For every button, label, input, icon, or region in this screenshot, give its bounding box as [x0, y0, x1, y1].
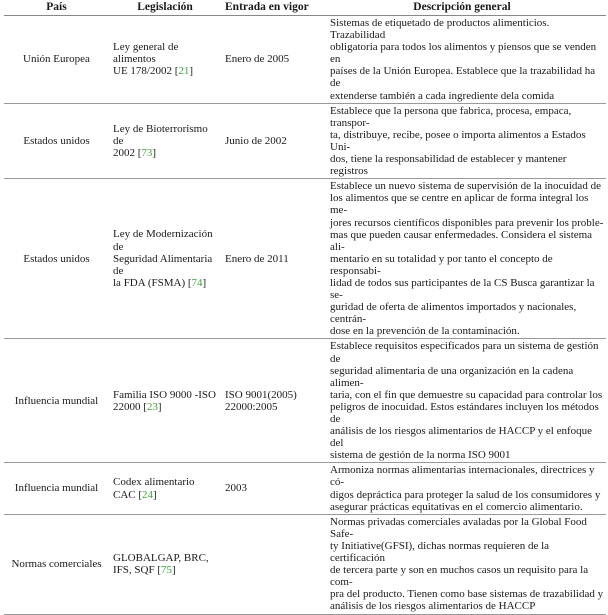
description-line: obligatoria para todos los alimentos y piensos que se venden en: [330, 41, 597, 66]
description-line: de tercera parte y son en muchos casos un requisito para la com-: [330, 564, 589, 589]
date-line: 22000:2005: [225, 400, 278, 413]
table-row: [4, 103, 606, 179]
description-line: seguridad alimentaria de una organización en la cadena alimen-: [330, 364, 574, 389]
description-line: pra del producto. Tienen como base sistemas de trazabilidad y: [330, 588, 604, 601]
cell-entrada-en-vigor: [221, 514, 318, 614]
legislation-line: Ley general de alimentos: [113, 41, 179, 66]
cell-entrada-en-vigor: [221, 339, 318, 463]
description-line: extenderse también a cada ingrediente dela comida: [330, 89, 555, 102]
cell-pais: Estados unidos: [4, 179, 109, 339]
description-line: taria, con el fin que demuestre su capacidad para controlar los: [330, 388, 603, 401]
table-row: [4, 179, 606, 339]
cell-legislacion: Ley de Modernización de Seguridad Alimentaria de la FDA (FSMA) [74]: [109, 179, 221, 339]
description-line: lidad de todos sus participantes de la CS Busca garantizar la se-: [330, 276, 595, 302]
cell-descripcion: [318, 514, 606, 614]
citation-link[interactable]: 23: [146, 400, 158, 413]
description-line: guridad de oferta de alimentos importados y nacionales, centrán-: [330, 301, 577, 326]
cell-descripcion: [318, 16, 606, 104]
description-line: jores recursos científicos disponibles para prevenir los proble-: [330, 216, 604, 229]
table-row: [4, 339, 606, 463]
description-line: ta, distribuye, recibe, posee o importa alimentos a Estados Uni-: [330, 128, 586, 153]
description-line: dos, tiene la responsabilidad de establecer y mantener registros: [330, 153, 567, 178]
cell-pais: Influencia mundial: [4, 339, 109, 463]
legislation-line: IFS, SQF: [113, 564, 158, 577]
cell-entrada-en-vigor: [221, 463, 318, 514]
description-line: países de la Unión Europea. Establece que la trazabilidad ha de: [330, 65, 596, 90]
cell-descripcion: [318, 463, 606, 514]
description-line: ty Initiative(GFSI), dichas normas requieren de la certificación: [330, 539, 550, 565]
cell-legislacion: Codex alimentario CAC [24]: [109, 463, 221, 514]
header-pais: País: [4, 0, 109, 16]
legislation-line: CAC: [113, 488, 139, 501]
legislation-line: la FDA (FSMA): [113, 277, 188, 290]
description-line: análisis de los riesgos alimentarios de HACCP: [330, 600, 536, 613]
citation-link[interactable]: 75: [161, 564, 172, 577]
date-line: Enero de 2005: [225, 53, 290, 66]
legislation-line: Familia ISO 9000 -ISO: [113, 388, 216, 401]
header-descripcion: Descripción general: [318, 0, 606, 16]
cell-pais: Estados unidos: [4, 103, 109, 179]
cell-entrada-en-vigor: [221, 179, 318, 339]
cell-legislacion: Ley general de alimentos UE 178/2002 [21]: [109, 16, 221, 104]
cell-pais: Unión Europea: [4, 16, 109, 104]
description-line: peligros de inocuidad. Estos estándares incluyen los métodos de: [330, 400, 599, 425]
description-line: Armoniza normas alimentarias internacionales, directrices y có-: [330, 464, 595, 489]
cell-pais: Influencia mundial: [4, 463, 109, 514]
description-line: Normas privadas comerciales avaladas por la Global Food Safe-: [330, 515, 587, 540]
description-line: asegurar prácticas equitativas en el comercio alimentario.: [330, 500, 583, 513]
header-legislacion: Legislación: [109, 0, 221, 16]
description-line: los alimentos que se centre en aplicar de forma integral los me-: [330, 192, 589, 217]
citation-link[interactable]: 74: [191, 277, 203, 290]
description-line: sistema de gestión de la norma ISO 9001: [330, 449, 511, 462]
date-line: ISO 9001(2005): [225, 388, 297, 401]
legislation-line: Ley de Modernización de: [113, 228, 213, 253]
date-line: 2003: [225, 482, 247, 495]
date-line: Junio de 2002: [225, 134, 287, 147]
legislation-line: GLOBALGAP, BRC,: [113, 551, 209, 564]
cell-descripcion: [318, 339, 606, 463]
legislation-line: Codex alimentario: [113, 476, 195, 489]
legislation-line: 2002: [113, 147, 138, 160]
cell-descripcion: [318, 103, 606, 179]
citation-link[interactable]: 73: [141, 147, 153, 160]
cell-descripcion: [318, 179, 606, 339]
description-line: dose en la prevención de la contaminación.: [330, 325, 520, 338]
legislation-line: UE 178/2002: [113, 65, 175, 78]
legislation-line: 22000: [113, 400, 144, 413]
citation-link[interactable]: 21: [178, 65, 190, 78]
cell-legislacion: Familia ISO 9000 -ISO 22000 [23]: [109, 339, 221, 463]
description-line: Establece requisitos especificados para un sistema de gestión de: [330, 340, 599, 365]
legislation-line: Seguridad Alimentaria de: [113, 252, 213, 277]
description-line: Sistemas de etiquetado de productos alimenticios. Trazabilidad: [330, 17, 550, 42]
description-line: mentario en su totalidad y por tanto el concepto de responsabi-: [330, 252, 553, 277]
table-header-row: [4, 0, 606, 16]
date-line: Enero de 2011: [225, 252, 289, 265]
cell-entrada-en-vigor: [221, 103, 318, 179]
table-row: [4, 514, 606, 614]
description-line: digos depráctica para proteger la salud de los consumidores y: [330, 488, 601, 501]
description-line: Establece un nuevo sistema de supervisión de la inocuidad de: [330, 180, 601, 193]
legislation-table: [4, 0, 606, 615]
cell-legislacion: Ley de Bioterrorismo de 2002 [73]: [109, 103, 221, 179]
citation-link[interactable]: 24: [142, 488, 154, 501]
legislation-line: Ley de Bioterrorismo de: [113, 122, 208, 147]
table-row: [4, 16, 606, 104]
cell-pais: Normas comerciales: [4, 514, 109, 614]
cell-legislacion: GLOBALGAP, BRC, IFS, SQF [75]: [109, 514, 221, 614]
header-entrada-en-vigor: Entrada en vigor: [221, 0, 318, 16]
description-line: Establece que la persona que fabrica, procesa, empaca, transpor-: [330, 104, 572, 129]
description-line: mas que pueden causar enfermedades. Considera el sistema ali-: [330, 228, 593, 253]
cell-entrada-en-vigor: [221, 16, 318, 104]
description-line: análisis de los riesgos alimentarios de HACCP y el enfoque del: [330, 425, 593, 450]
table-row: [4, 463, 606, 514]
